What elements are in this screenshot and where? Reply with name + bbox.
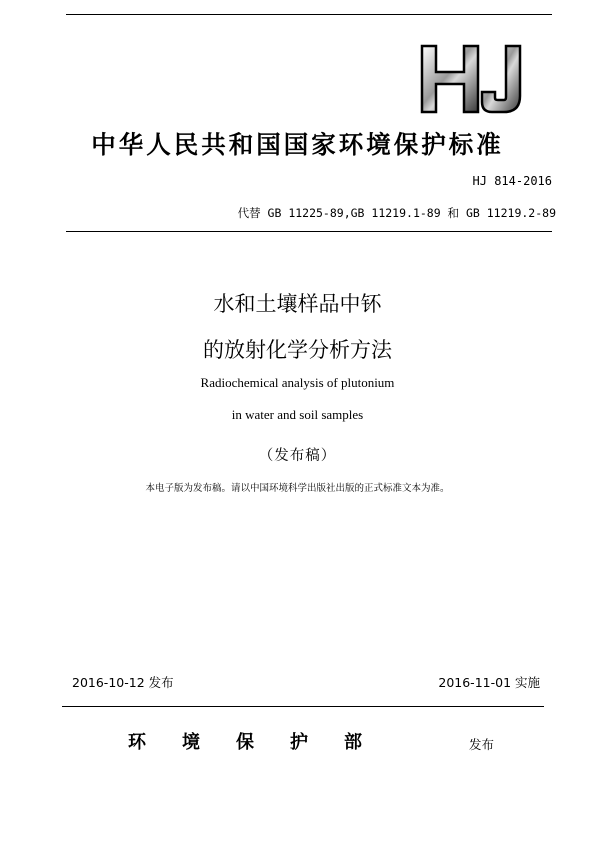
title-cn-line1: 水和土壤样品中钚 (213, 292, 382, 316)
title-en-line2: in water and soil samples (231, 407, 364, 422)
issuer-suffix: 发布 (469, 737, 495, 752)
issue-date: 2016-10-12 发布 (72, 675, 174, 690)
replaced-standards: 代替 GB 11225-89,GB 11219.1-89 和 GB 11219.2-89 (237, 206, 556, 220)
top-rule (66, 14, 552, 15)
draft-label: （发布稿） (258, 448, 337, 464)
title-en-line1: Radiochemical analysis of plutonium (200, 375, 395, 390)
svg-text:HJ: HJ (416, 40, 418, 41)
header-rule (66, 231, 552, 232)
standard-name: 中华人民共和国国家环境保护标准 (91, 130, 504, 159)
notice-text: 本电子版为发布稿。请以中国环境科学出版社出版的正式标准文本为准。 (145, 483, 450, 494)
effective-date: 2016-11-01 实施 (438, 675, 540, 690)
footer-rule (62, 706, 544, 707)
issuer-name: 环 境 保 护 部 (128, 732, 362, 753)
standard-code: HJ 814-2016 (472, 174, 552, 188)
hj-logo (416, 40, 526, 116)
title-cn-line2: 的放射化学分析方法 (203, 338, 392, 362)
